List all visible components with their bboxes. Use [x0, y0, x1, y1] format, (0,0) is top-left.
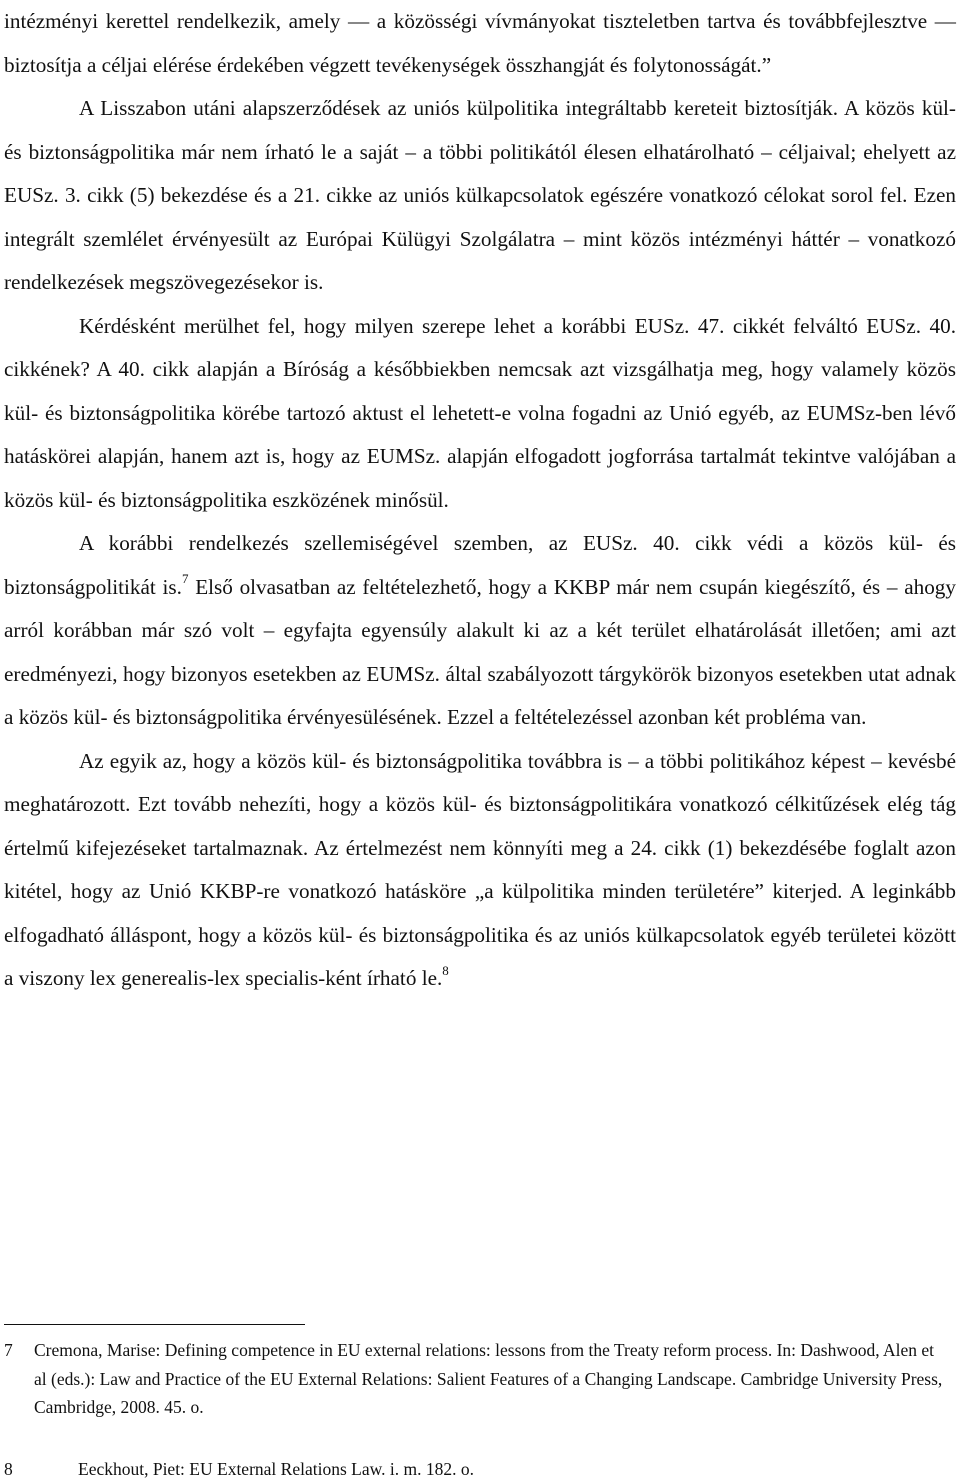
paragraph-4 [4, 522, 956, 740]
footnotes [4, 1336, 946, 1483]
paragraph-1 [4, 0, 956, 87]
paragraph-text: Kérdésként merülhet fel, hogy milyen szerepe lehet a korábbi EUSz. 47. cikkét felváltó EUSz. 40. cikkének? A 40. cikk alapján a Bíróság a későbbiekben nemcsak azt vizsgálhatja meg, hogy valamely közös kül- és biztonságpolitika körébe tartozó aktust el lehetett-e volna fogadni az Unió egyéb, az EUMSz-ben lévő hatáskörei alapján, hanem azt is, hogy az EUMSz. alapján elfogadott jogforrása tartalmát tekintve valójában a közös kül- és biztonságpolitika eszközének minősül. [4, 314, 956, 512]
footnote-7 [4, 1336, 946, 1422]
body-text [4, 0, 956, 1001]
footnote-text: Cremona, Marise: Defining competence in EU external relations: lessons from the Treaty reform process. In: Dashwood, Alen et al (eds.): Law and Practice of the EU External Relations: Salient Features of a Changing Landscape. Cambridge University Press, Cambridge, 2008. 45. o. [34, 1336, 946, 1422]
paragraph-text: Első olvasatban az feltételezhető, hogy a KKBP már nem csupán kiegészítő, és – ahogy arról korábban már szó volt – egyfajta egyensúly alakult ki az a két terület elhatárolását illetően; ami azt eredményezi, hogy bizonyos esetekben az EUMSz. által szabályozott tárgykörök bizonyos esetekben utat adnak a közös kül- és biztonságpolitika érvényesülésének. Ezzel a feltételezéssel azonban két probléma van. [4, 575, 956, 730]
paragraph-text: A korábbi rendelkezés szellemiségével szemben, az EUSz. 40. cikk védi a közös kül- és biztonságpolitikát is. [4, 531, 956, 599]
footnote-ref-8[interactable]: 8 [442, 963, 449, 978]
paragraph-2 [4, 87, 956, 305]
paragraph-3 [4, 305, 956, 523]
footnote-ref-7[interactable]: 7 [182, 571, 189, 586]
paragraph-5 [4, 740, 956, 1001]
footnote-number: 8 [4, 1455, 78, 1483]
footnote-number: 7 [4, 1336, 34, 1422]
paragraph-text: Az egyik az, hogy a közös kül- és biztonságpolitika továbbra is – a többi politikához képest – kevésbé meghatározott. Ezt tovább nehezíti, hogy a közös kül- és biztonságpolitikára vonatkozó célkitűzések elég tág értelmű kifejezéseket tartalmaznak. Az értelmezést nem könnyíti meg a 24. cikk (1) bekezdésébe foglalt azon kitétel, hogy az Unió KKBP-re vonatkozó hatásköre „a külpolitika minden területére” kiterjed. A leginkább elfogadható álláspont, hogy a közös kül- és biztonságpolitika és az uniós külkapcsolatok egyéb területei között a viszony lex generealis-lex specialis-ként írható le. [4, 749, 956, 991]
paragraph-text: A Lisszabon utáni alapszerződések az uniós külpolitika integráltabb kereteit biztosítják. A közös kül- és biztonságpolitika már nem írható le a saját – a többi politikától élesen elhatárolható – céljaival; ehelyett az EUSz. 3. cikk (5) bekezdése és a 21. cikke az uniós külkapcsolatok egészére vonatkozó célokat sorol fel. Ezen integrált szemlélet érvényesült az Európai Külügyi Szolgálatra – mint közös intézményi háttér – vonatkozó rendelkezések megszövegezésekor is. [4, 96, 956, 294]
footnote-separator [4, 1324, 305, 1325]
paragraph-text: intézményi kerettel rendelkezik, amely — a közösségi vívmányokat tiszteletben tartva és továbbfejlesztve — biztosítja a céljai elérése érdekében végzett tevékenységek összhangját és folytonosságát.” [4, 9, 956, 77]
footnote-text: Eeckhout, Piet: EU External Relations Law. i. m. 182. o. [78, 1455, 946, 1483]
footnote-8 [4, 1455, 946, 1483]
